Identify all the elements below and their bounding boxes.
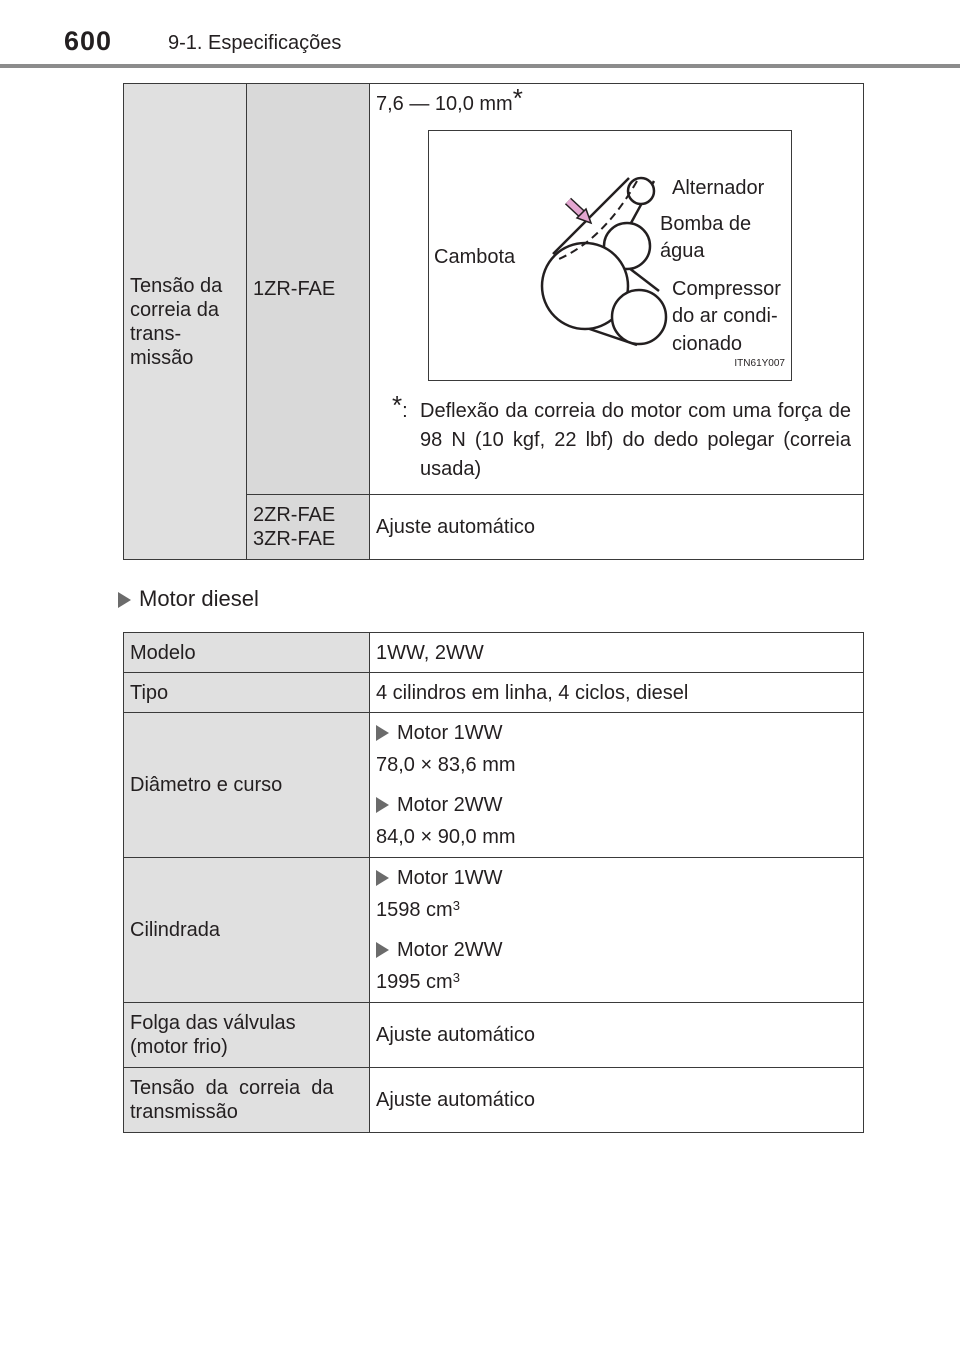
drive-belt-tension-label — [124, 1068, 370, 1133]
belt-deflection-value — [376, 83, 863, 116]
displacement-value — [370, 858, 864, 1003]
section-title: 9-1. Especificações — [168, 32, 342, 54]
triangle-bullet-icon — [118, 592, 131, 608]
diagram-code: ITN61Y007 — [734, 358, 785, 369]
diesel-heading — [118, 586, 259, 612]
belt-tension-label-line: missão — [130, 346, 194, 369]
belt-tension-table — [123, 83, 864, 560]
belt-tension-label-line: correia da — [130, 298, 219, 321]
type-label: Tipo — [124, 673, 370, 713]
triangle-bullet-icon — [376, 725, 389, 741]
displacement-1ww — [376, 862, 857, 894]
bore-stroke-1ww — [376, 717, 857, 749]
diesel-spec-table — [123, 632, 864, 1133]
valve-clearance-label — [124, 1003, 370, 1068]
compressor-label-2: do ar condi- — [672, 305, 778, 327]
engine-line: 3ZR-FAE — [253, 528, 336, 550]
label-line: Tensão da correia da — [130, 1077, 334, 1099]
label-line: transmissão — [130, 1101, 238, 1123]
type-value: 4 cilindros em linha, 4 ciclos, diesel — [370, 673, 864, 713]
label-line: Folga das válvulas — [130, 1012, 296, 1034]
engine-name: Motor 2WW — [397, 794, 503, 816]
compressor-pulley — [612, 290, 666, 344]
footnote-text: Deflexão da correia do motor com uma força de 98 N (10 kgf, 22 lbf) do dedo polegar (correia usada) — [420, 400, 851, 480]
displacement-number: 1598 cm — [376, 899, 453, 921]
bore-stroke-2ww — [376, 789, 857, 821]
press-arrow-icon — [568, 201, 591, 223]
displacement-number: 1995 cm — [376, 971, 453, 993]
engine-line: 2ZR-FAE — [253, 504, 336, 526]
footnote-mark — [392, 390, 420, 484]
belt-tension-value-cell — [370, 84, 864, 495]
displacement-label: Cilindrada — [124, 858, 370, 1003]
page-header — [0, 0, 960, 70]
triangle-bullet-icon — [376, 797, 389, 813]
header-rule — [0, 64, 960, 68]
footnote-colon: : — [402, 400, 408, 422]
model-value: 1WW, 2WW — [370, 633, 864, 673]
compressor-label-3: cionado — [672, 333, 743, 355]
footnote — [392, 390, 863, 484]
engine-1zr-fae: 1ZR-FAE — [247, 84, 370, 495]
valve-clearance-value: Ajuste automático — [370, 1003, 864, 1068]
auto-adjust-value: Ajuste automático — [370, 495, 864, 560]
footnote-marker: * — [512, 83, 523, 113]
unit-superscript: 3 — [452, 898, 460, 913]
alternator-pulley — [628, 178, 654, 204]
displacement-2ww — [376, 934, 857, 966]
displacement-1ww-value — [376, 894, 857, 926]
water-pump-label-1: Bomba de — [660, 213, 752, 235]
belt-tension-label-line: trans- — [130, 322, 182, 345]
bore-stroke-2ww-value: 84,0 × 90,0 mm — [376, 826, 516, 848]
belt-tension-label-line: Tensão da — [130, 274, 223, 297]
bore-stroke-label: Diâmetro e curso — [124, 713, 370, 858]
belt-tension-label — [124, 84, 247, 560]
engine-name: Motor 2WW — [397, 939, 503, 961]
crankshaft-label: Cambota — [434, 246, 516, 268]
belt-deflection-range: 7,6 — 10,0 mm — [376, 93, 513, 115]
footnote-star: * — [392, 390, 403, 420]
page-number: 600 — [64, 26, 113, 56]
triangle-bullet-icon — [376, 870, 389, 886]
bore-stroke-value — [370, 713, 864, 858]
compressor-label-1: Compressor — [672, 278, 781, 300]
water-pump-label-2: água — [660, 240, 705, 262]
label-line: (motor frio) — [130, 1036, 228, 1058]
triangle-bullet-icon — [376, 942, 389, 958]
model-label: Modelo — [124, 633, 370, 673]
engine-name: Motor 1WW — [397, 722, 503, 744]
bore-stroke-1ww-value: 78,0 × 83,6 mm — [376, 754, 516, 776]
engine-2zr-3zr-fae — [247, 495, 370, 560]
belt-diagram — [428, 130, 792, 381]
diesel-heading-text: Motor diesel — [139, 586, 259, 611]
drive-belt-tension-value: Ajuste automático — [370, 1068, 864, 1133]
unit-superscript: 3 — [452, 970, 460, 985]
displacement-2ww-value — [376, 966, 857, 998]
engine-name: Motor 1WW — [397, 867, 503, 889]
alternator-label: Alternador — [672, 177, 765, 199]
